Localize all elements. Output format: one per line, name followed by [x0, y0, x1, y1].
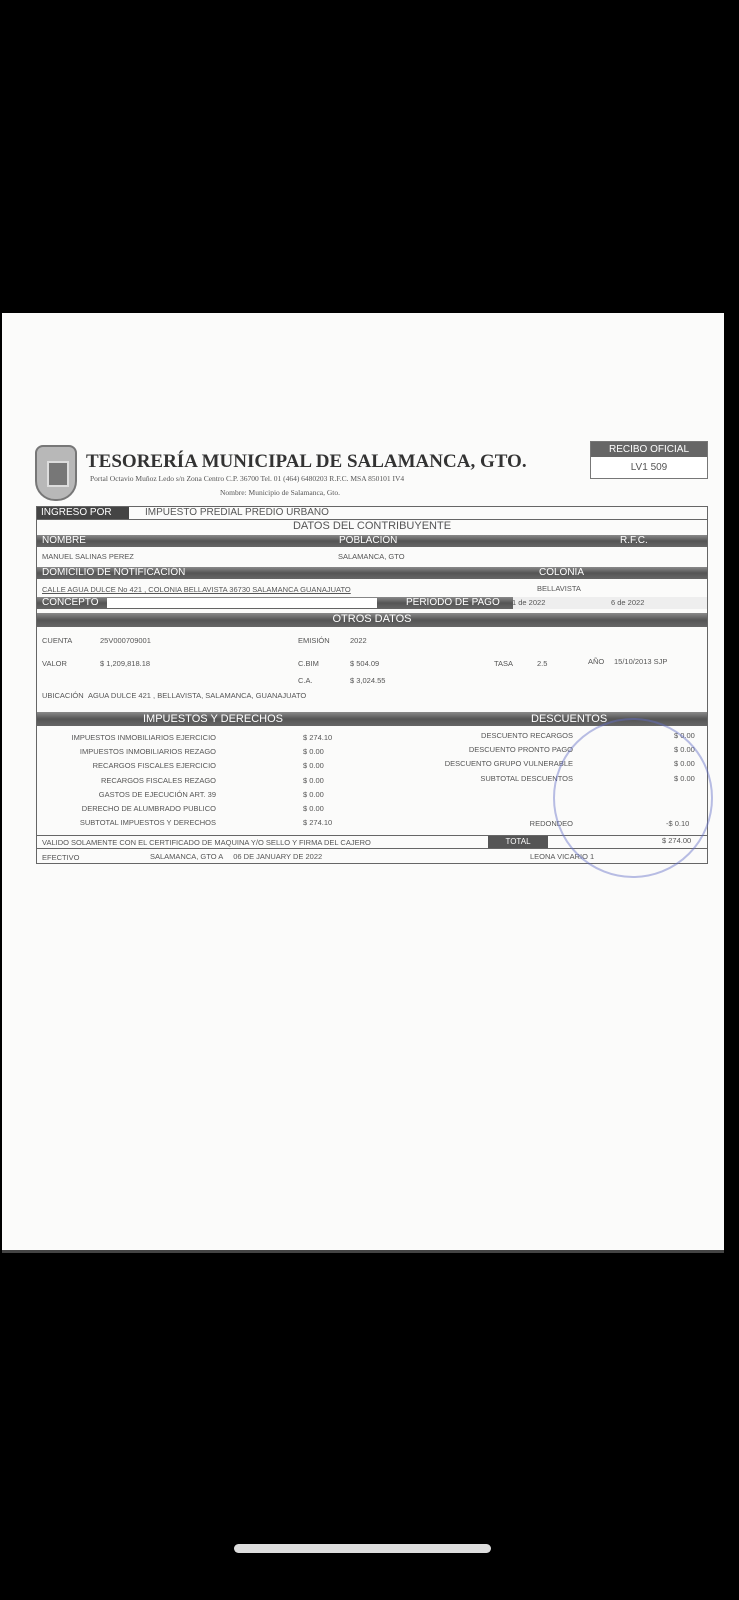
valido-text: VALIDO SOLAMENTE CON EL CERTIFICADO DE MAQUINA Y/O SELLO Y FIRMA DEL CAJERO	[42, 838, 371, 847]
tasa-value: 2.5	[537, 659, 548, 668]
cbim-value: $ 504.09	[350, 659, 380, 668]
periodo-hasta: 6 de 2022	[611, 598, 645, 607]
concepto-label: CONCEPTO	[42, 597, 99, 608]
treasury-address: Portal Octavio Muñoz Ledo s/n Zona Centro C.P. 36700 Tel. 01 (464) 6480203 R.F.C. MSA 850101 IV4	[90, 474, 405, 483]
colonia-label: COLONIA	[539, 567, 585, 578]
anio-label: AÑO	[588, 657, 605, 666]
concepto-bar	[37, 597, 707, 609]
descuentos-row-label: DESCUENTO GRUPO VULNERABLE	[444, 759, 573, 769]
cajero: LEONA VICARIO 1	[530, 852, 595, 861]
impuestos-row-label: RECARGOS FISCALES EJERCICIO	[92, 761, 216, 771]
periodo-label: PERIODO DE PAGO	[406, 597, 500, 608]
nombre-header-bar	[37, 535, 707, 547]
descuentos-row-value: $ 0.00	[674, 731, 695, 740]
nombre-label: NOMBRE	[42, 535, 86, 546]
impuestos-row-label: IMPUESTOS INMOBILIARIOS EJERCICIO	[71, 733, 216, 742]
descuentos-section: DESCUENTOS	[531, 713, 608, 725]
impuestos-row-value: $ 0.00	[303, 761, 324, 771]
contribuyente-section: DATOS DEL CONTRIBUYENTE	[37, 519, 707, 532]
nombre-value: MANUEL SALINAS PEREZ	[42, 552, 134, 561]
impuestos-row-label: RECARGOS FISCALES REZAGO	[100, 775, 216, 785]
poblacion-label: POBLACIÓN	[339, 535, 398, 546]
descuentos-row-label: DESCUENTO PRONTO PAGO	[468, 745, 573, 755]
official-seal-stamp	[553, 718, 713, 878]
anio-value: 15/10/2013 SJP	[614, 657, 668, 666]
recibo-folio: LV1 509	[630, 462, 668, 473]
cuenta-label: CUENTA	[42, 636, 73, 645]
emision-value: 2022	[350, 636, 367, 645]
municipal-crest-logo	[35, 445, 77, 501]
rfc-label: R.F.C.	[620, 535, 648, 546]
redondeo-value: -$ 0.10	[666, 819, 690, 828]
ca-label: C.A.	[298, 676, 313, 685]
periodo-desde: 1 de 2022	[512, 598, 546, 607]
domicilio-label: DOMICILIO DE NOTIFICACIÓN	[42, 567, 186, 578]
impuestos-row-value: $ 0.00	[303, 775, 324, 785]
domicilio-header-bar	[37, 567, 707, 579]
lugar-fecha: SALAMANCA, GTO A 06 DE JANUARY DE 2022	[150, 852, 323, 861]
impuestos-row-value: $ 274.10	[303, 733, 333, 742]
tasa-label: TASA	[494, 659, 514, 668]
otros-datos-header: OTROS DATOS	[37, 613, 707, 627]
descuentos-row-value: $ 0.00	[674, 745, 695, 755]
poblacion-value: SALAMANCA, GTO	[338, 552, 405, 561]
impuestos-row-label: GASTOS DE EJECUCIÓN ART. 39	[98, 789, 216, 799]
impuestos-row-label: IMPUESTOS INMOBILIARIOS REZAGO	[79, 747, 216, 757]
emision-label: EMISIÓN	[298, 636, 330, 645]
ca-value: $ 3,024.55	[350, 676, 386, 685]
colonia-value: BELLAVISTA	[537, 584, 581, 593]
valor-label: VALOR	[42, 659, 67, 668]
valor-value: $ 1,209,818.18	[100, 659, 151, 668]
forma-pago: EFECTIVO	[42, 853, 80, 862]
descuentos-row-label: DESCUENTO RECARGOS	[481, 731, 573, 740]
ubicacion-label: UBICACIÓN	[42, 691, 84, 700]
ubicacion-value: AGUA DULCE 421 , BELLAVISTA, SALAMANCA, GUANAJUATO	[88, 691, 307, 700]
impuestos-row-value: $ 0.00	[303, 747, 324, 757]
ingreso-label: INGRESO POR	[37, 507, 129, 519]
total-value: $ 274.00	[662, 836, 692, 845]
recibo-label: RECIBO OFICIAL	[591, 442, 707, 457]
impuestos-row-label: DERECHO DE ALUMBRADO PUBLICO	[81, 804, 216, 813]
total-label: TOTAL	[488, 836, 548, 848]
descuentos-row-value: $ 0.00	[674, 773, 695, 783]
domicilio-value: CALLE AGUA DULCE No 421 , COLONIA BELLAVISTA 36730 SALAMANCA GUANAJUATO	[42, 585, 351, 594]
impuestos-row-value: $ 274.10	[303, 818, 333, 828]
descuentos-row-value: $ 0.00	[674, 759, 695, 769]
ingreso-value: IMPUESTO PREDIAL PREDIO URBANO	[145, 507, 329, 518]
treasury-name: Nombre: Municipio de Salamanca, Gto.	[220, 488, 340, 497]
impuestos-section: IMPUESTOS Y DERECHOS	[143, 713, 283, 725]
cuenta-value: 25V000709001	[100, 636, 151, 645]
concepto-field	[107, 598, 377, 608]
treasury-title: TESORERÍA MUNICIPAL DE SALAMANCA, GTO.	[86, 451, 527, 472]
impuestos-row-value: $ 0.00	[303, 789, 324, 799]
home-indicator[interactable]	[234, 1544, 491, 1553]
recibo-oficial-box	[590, 441, 708, 479]
redondeo-label: REDONDEO	[529, 819, 573, 828]
descuentos-row-label: SUBTOTAL DESCUENTOS	[480, 773, 573, 783]
impuestos-row-value: $ 0.00	[303, 804, 324, 813]
impuestos-row-label: SUBTOTAL IMPUESTOS Y DERECHOS	[79, 818, 216, 828]
cbim-label: C.BIM	[298, 659, 319, 668]
